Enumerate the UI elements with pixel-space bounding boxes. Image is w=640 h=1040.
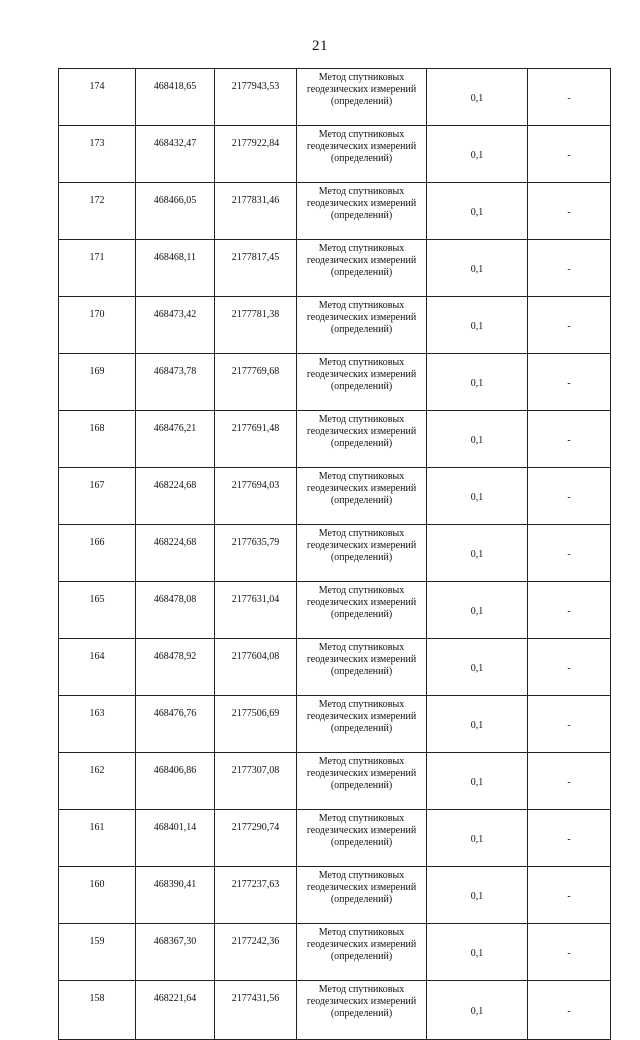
note-cell [528,183,611,240]
method-line: (определений) [330,723,393,734]
x-coordinate-cell: 468406,86 [136,753,215,810]
method-line: геодезических измерений [306,768,417,779]
accuracy-value: 0,1 [470,492,484,503]
point-number-cell: 158 [59,981,136,1040]
method-cell [297,582,427,639]
method-line: Метод спутниковых [318,72,405,83]
note-value: - [567,264,571,275]
method-cell [297,981,427,1040]
x-coordinate-cell: 468221,64 [136,981,215,1040]
y-coordinate-cell: 2177769,68 [215,354,297,411]
method-line: Метод спутниковых [318,927,405,938]
point-number-cell: 167 [59,468,136,525]
note-value: - [567,492,571,503]
method-line: Метод спутниковых [318,528,405,539]
accuracy-cell [427,924,528,981]
y-coordinate-cell: 2177237,63 [215,867,297,924]
method-cell [297,468,427,525]
method-line: геодезических измерений [306,711,417,722]
method-line: Метод спутниковых [318,129,405,140]
method-line: (определений) [330,894,393,905]
y-coordinate-cell: 2177604,08 [215,639,297,696]
note-cell [528,126,611,183]
accuracy-value: 0,1 [470,321,484,332]
table-row [59,183,611,240]
point-number-cell: 169 [59,354,136,411]
method-line: Метод спутниковых [318,300,405,311]
x-coordinate-cell: 468478,92 [136,639,215,696]
table-row [59,354,611,411]
note-value: - [567,435,571,446]
table-row [59,582,611,639]
accuracy-value: 0,1 [470,720,484,731]
table-row [59,240,611,297]
note-value: - [567,777,571,788]
method-line: (определений) [330,324,393,335]
accuracy-cell [427,468,528,525]
method-cell [297,69,427,126]
method-line: (определений) [330,837,393,848]
note-cell [528,240,611,297]
x-coordinate-cell: 468401,14 [136,810,215,867]
method-line: геодезических измерений [306,597,417,608]
x-coordinate-cell: 468466,05 [136,183,215,240]
accuracy-value: 0,1 [470,93,484,104]
x-coordinate-cell: 468476,76 [136,696,215,753]
y-coordinate-cell: 2177694,03 [215,468,297,525]
accuracy-value: 0,1 [470,663,484,674]
method-cell [297,867,427,924]
x-coordinate-cell: 468473,42 [136,297,215,354]
note-value: - [567,207,571,218]
method-line: Метод спутниковых [318,414,405,425]
method-line: Метод спутниковых [318,984,405,995]
note-cell [528,468,611,525]
accuracy-cell [427,810,528,867]
y-coordinate-cell: 2177817,45 [215,240,297,297]
page-number: 21 [312,38,328,54]
point-number-cell: 164 [59,639,136,696]
accuracy-value: 0,1 [470,378,484,389]
method-cell [297,126,427,183]
method-line: (определений) [330,1008,393,1019]
y-coordinate-cell: 2177635,79 [215,525,297,582]
method-line: Метод спутниковых [318,870,405,881]
x-coordinate-cell: 468367,30 [136,924,215,981]
point-number-cell: 161 [59,810,136,867]
accuracy-cell [427,240,528,297]
method-line: (определений) [330,96,393,107]
note-cell [528,867,611,924]
method-cell [297,525,427,582]
y-coordinate-cell: 2177242,36 [215,924,297,981]
note-cell [528,696,611,753]
table-row [59,810,611,867]
x-coordinate-cell: 468390,41 [136,867,215,924]
note-cell [528,753,611,810]
accuracy-cell [427,525,528,582]
accuracy-value: 0,1 [470,150,484,161]
y-coordinate-cell: 2177943,53 [215,69,297,126]
accuracy-cell [427,297,528,354]
method-line: геодезических измерений [306,141,417,152]
coordinates-table [58,68,611,1040]
accuracy-value: 0,1 [470,891,484,902]
method-line: Метод спутниковых [318,585,405,596]
accuracy-cell [427,582,528,639]
note-value: - [567,1006,571,1017]
method-line: Метод спутниковых [318,756,405,767]
point-number-cell: 172 [59,183,136,240]
method-cell [297,696,427,753]
method-cell [297,639,427,696]
method-line: Метод спутниковых [318,186,405,197]
y-coordinate-cell: 2177691,48 [215,411,297,468]
method-line: (определений) [330,381,393,392]
point-number-cell: 162 [59,753,136,810]
note-cell [528,525,611,582]
accuracy-cell [427,126,528,183]
method-line: (определений) [330,666,393,677]
method-line: (определений) [330,609,393,620]
coordinates-table-body [59,69,611,1040]
note-value: - [567,378,571,389]
point-number-cell: 173 [59,126,136,183]
table-row [59,753,611,810]
method-line: геодезических измерений [306,312,417,323]
method-cell [297,297,427,354]
method-line: геодезических измерений [306,255,417,266]
method-line: геодезических измерений [306,939,417,950]
method-line: геодезических измерений [306,825,417,836]
note-cell [528,297,611,354]
method-line: (определений) [330,267,393,278]
accuracy-value: 0,1 [470,264,484,275]
accuracy-value: 0,1 [470,207,484,218]
y-coordinate-cell: 2177831,46 [215,183,297,240]
note-value: - [567,720,571,731]
point-number-cell: 165 [59,582,136,639]
method-line: (определений) [330,153,393,164]
note-cell [528,582,611,639]
note-value: - [567,150,571,161]
x-coordinate-cell: 468478,08 [136,582,215,639]
method-cell [297,810,427,867]
point-number-cell: 170 [59,297,136,354]
table-row [59,639,611,696]
x-coordinate-cell: 468473,78 [136,354,215,411]
point-number-cell: 168 [59,411,136,468]
accuracy-value: 0,1 [470,549,484,560]
accuracy-cell [427,69,528,126]
method-cell [297,354,427,411]
accuracy-value: 0,1 [470,435,484,446]
note-value: - [567,834,571,845]
accuracy-value: 0,1 [470,948,484,959]
x-coordinate-cell: 468432,47 [136,126,215,183]
accuracy-cell [427,696,528,753]
method-line: геодезических измерений [306,654,417,665]
note-value: - [567,93,571,104]
note-value: - [567,606,571,617]
method-line: (определений) [330,210,393,221]
note-value: - [567,549,571,560]
method-line: (определений) [330,495,393,506]
note-cell [528,981,611,1040]
point-number-cell: 166 [59,525,136,582]
method-cell [297,924,427,981]
method-line: геодезических измерений [306,198,417,209]
accuracy-cell [427,639,528,696]
note-cell [528,69,611,126]
table-row [59,696,611,753]
method-line: геодезических измерений [306,540,417,551]
method-line: (определений) [330,780,393,791]
accuracy-cell [427,753,528,810]
point-number-cell: 159 [59,924,136,981]
method-line: Метод спутниковых [318,699,405,710]
method-line: (определений) [330,951,393,962]
y-coordinate-cell: 2177506,69 [215,696,297,753]
table-row [59,126,611,183]
accuracy-value: 0,1 [470,1006,484,1017]
table-row [59,924,611,981]
method-line: (определений) [330,438,393,449]
note-value: - [567,321,571,332]
method-line: Метод спутниковых [318,642,405,653]
note-cell [528,354,611,411]
method-cell [297,411,427,468]
x-coordinate-cell: 468418,65 [136,69,215,126]
y-coordinate-cell: 2177631,04 [215,582,297,639]
accuracy-cell [427,867,528,924]
table-row [59,297,611,354]
method-line: Метод спутниковых [318,243,405,254]
table-row [59,468,611,525]
point-number-cell: 163 [59,696,136,753]
accuracy-cell [427,183,528,240]
method-cell [297,240,427,297]
method-cell [297,753,427,810]
method-line: геодезических измерений [306,84,417,95]
y-coordinate-cell: 2177781,38 [215,297,297,354]
note-cell [528,639,611,696]
y-coordinate-cell: 2177922,84 [215,126,297,183]
x-coordinate-cell: 468224,68 [136,525,215,582]
x-coordinate-cell: 468476,21 [136,411,215,468]
note-cell [528,810,611,867]
method-line: Метод спутниковых [318,471,405,482]
point-number-cell: 171 [59,240,136,297]
accuracy-value: 0,1 [470,777,484,788]
table-row [59,411,611,468]
accuracy-value: 0,1 [470,606,484,617]
y-coordinate-cell: 2177290,74 [215,810,297,867]
x-coordinate-cell: 468468,11 [136,240,215,297]
method-line: Метод спутниковых [318,813,405,824]
method-line: геодезических измерений [306,483,417,494]
method-line: геодезических измерений [306,426,417,437]
table-row [59,525,611,582]
table-row [59,867,611,924]
table-row [59,69,611,126]
method-cell [297,183,427,240]
method-line: (определений) [330,552,393,563]
y-coordinate-cell: 2177307,08 [215,753,297,810]
method-line: Метод спутниковых [318,357,405,368]
method-line: геодезических измерений [306,369,417,380]
note-cell [528,411,611,468]
accuracy-cell [427,981,528,1040]
accuracy-cell [427,354,528,411]
accuracy-cell [427,411,528,468]
note-cell [528,924,611,981]
y-coordinate-cell: 2177431,56 [215,981,297,1040]
accuracy-value: 0,1 [470,834,484,845]
note-value: - [567,663,571,674]
point-number-cell: 160 [59,867,136,924]
x-coordinate-cell: 468224,68 [136,468,215,525]
method-line: геодезических измерений [306,882,417,893]
method-line: геодезических измерений [306,996,417,1007]
note-value: - [567,948,571,959]
point-number-cell: 174 [59,69,136,126]
note-value: - [567,891,571,902]
table-row [59,981,611,1040]
